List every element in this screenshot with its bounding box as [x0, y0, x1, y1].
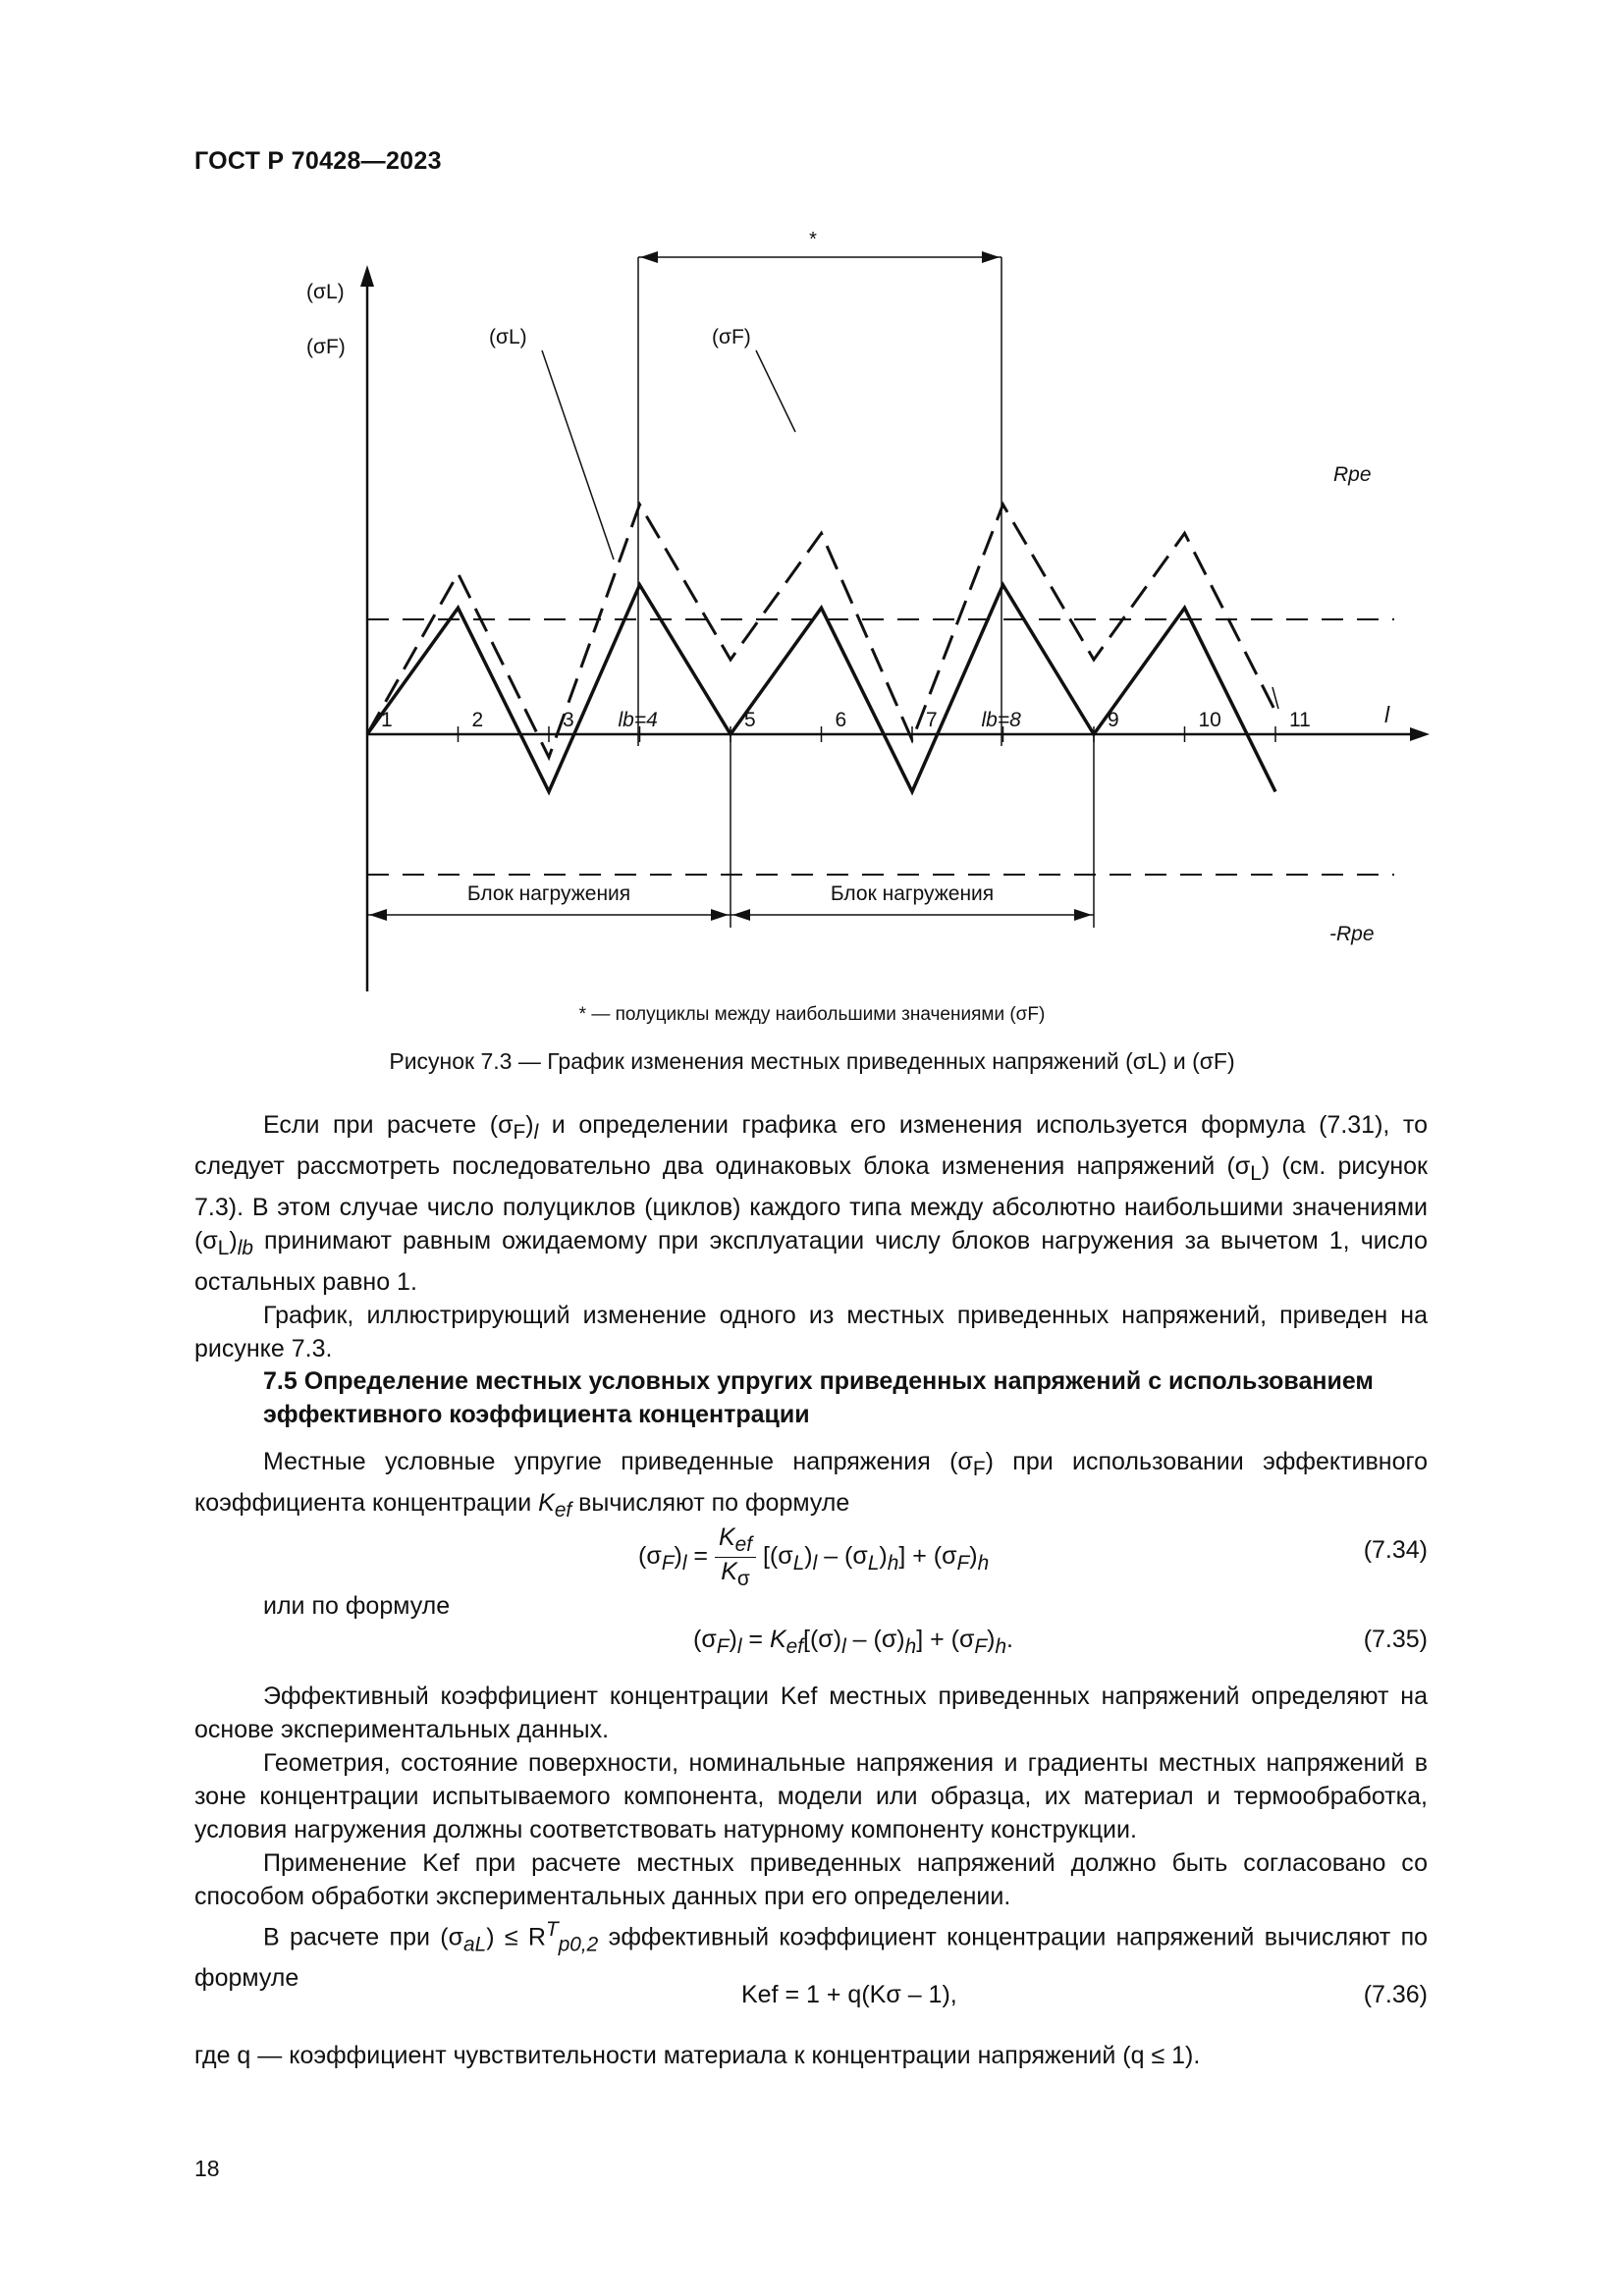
- x-tick-label-3: 3: [563, 709, 574, 731]
- where-line: где q — коэффициент чувствительности материала к концентрации напряжений (q ≤ 1).: [194, 2042, 1201, 2069]
- figure-footnote: * — полуциклы между наибольшими значениями (σF): [578, 1004, 1046, 1025]
- neg-rpe-label: -Rpe: [1329, 923, 1375, 945]
- formula-7-34: $(\sigma_F)_l$ = $\frac{K_{ef}}{K_\sigma}$ $[(\sigma_L)_l - (\sigma_L)_h] + (\sigma_F)_h$: [638, 1523, 990, 1590]
- eq-7-34-number: (7.34): [1363, 1536, 1428, 1564]
- block-arrow-1l: [369, 909, 387, 921]
- eq-7-35-number: (7.35): [1363, 1626, 1428, 1653]
- curve-label-f: (σF): [712, 326, 751, 348]
- block-label-1: Блок нагружения: [466, 882, 631, 905]
- x-axis-label: l: [1384, 702, 1390, 727]
- formula-7-36: Kef = 1 + q(Kσ – 1),: [741, 1981, 957, 2008]
- x-tick-label-1: 1: [381, 709, 393, 731]
- y-axis-label-1: (σL): [306, 281, 345, 303]
- star-arrow-right: [982, 251, 1000, 263]
- star-arrow-left: [640, 251, 658, 263]
- x-tick-label-8: lb=8: [981, 709, 1021, 731]
- eq-7-36-number: (7.36): [1363, 1981, 1428, 2008]
- or-formula-text: или по формуле: [263, 1592, 451, 1620]
- paragraph-4: Эффективный коэффициент концентрации Kef местных приведенных напряжений определяют на основе экспериментальных данных.: [194, 1682, 1428, 1743]
- x-tick-label-7: 7: [926, 709, 938, 731]
- paragraph-1: Если при расчете $(\sigma_F)_l$ и определении графика его изменения используется формула (7.31), то следует рассмотреть последовательно два одинаковых блока изменения напряжений $(\sigma_L)$ (см. рисунок 7.3). В этом случае число полуциклов (циклов) каждого типа между абсолютно наибольшими значениями $(\sigma_L)_{lb}$ принимают равным ожидаемому при эксплуатации числу блоков нагружения за вычетом 1, число остальных равно 1.: [194, 1111, 1428, 1296]
- paragraph-5: Геометрия, состояние поверхности, номинальные напряжения и градиенты местных напряжений в зоне концентрации испытываемого компонента, модели или образца, их материал и термообработка, условия нагружения должны соответствовать натурному компоненту конструкции.: [194, 1749, 1428, 1843]
- body-block-3: [194, 1680, 1428, 1995]
- body-block-1: [194, 1108, 1428, 1365]
- y-axis-arrow: [360, 265, 374, 287]
- paragraph-6: Применение Kef при расчете местных приведенных напряжений должно быть согласовано со способом обработки экспериментальных данных при его определении.: [194, 1849, 1428, 1910]
- curve-label-l: (σL): [489, 326, 527, 348]
- section-title: 7.5 Определение местных условных упругих приведенных напряжений с использованием эффективного коэффициента концентрации: [263, 1367, 1374, 1428]
- x-tick-label-2: 2: [471, 709, 484, 731]
- x-tick-label-5: 5: [744, 709, 756, 731]
- block-arrow-2r: [1074, 909, 1092, 921]
- leader-sigma-f: [756, 350, 795, 432]
- y-axis-label-2: (σF): [306, 336, 346, 358]
- rpe-label: Rpe: [1333, 463, 1372, 486]
- document-header: ГОСТ Р 70428—2023: [194, 147, 442, 175]
- page-number: 18: [194, 2156, 220, 2181]
- x-tick-label-4: lb=4: [618, 709, 658, 731]
- block-arrow-1r: [711, 909, 729, 921]
- x-tick-label-11: 11: [1289, 709, 1311, 731]
- formula-7-35: $(\sigma_F)_l = K_{ef}[(\sigma)_l - (\sigma)_h] + (\sigma_F)_h$.: [693, 1626, 1013, 1658]
- x-tick-label-9: 9: [1108, 709, 1119, 731]
- star-label: *: [809, 229, 817, 250]
- stress-chart: [0, 0, 1624, 1001]
- x-tick-label-6: 6: [835, 709, 847, 731]
- paragraph-2: График, иллюстрирующий изменение одного из местных приведенных напряжений, приведен на рисунке 7.3.: [194, 1302, 1428, 1362]
- block-arrow-2l: [732, 909, 750, 921]
- series-sigma-f: [367, 505, 1275, 757]
- paragraph-3: Местные условные упругие приведенные напряжения $(\sigma_F)$ при использовании эффективного коэффициента концентрации $K_{ef}$ вычисляют по формуле: [194, 1448, 1428, 1522]
- block-label-2: Блок нагружения: [830, 882, 995, 905]
- leader-sigma-l: [542, 350, 614, 560]
- x-tick-label-10: 10: [1198, 709, 1221, 731]
- figure-caption: Рисунок 7.3 — График изменения местных приведенных напряжений (σL) и (σF): [389, 1048, 1235, 1074]
- body-block-2: [194, 1445, 1428, 1527]
- paragraph-7: В расчете при $(\sigma_{aL}) \le R^T_{p0,2}$ эффективный коэффициент концентрации напряжений вычисляют по формуле: [194, 1918, 1429, 1993]
- x-axis-arrow: [1410, 727, 1430, 741]
- series-sigma-l: [367, 585, 1275, 792]
